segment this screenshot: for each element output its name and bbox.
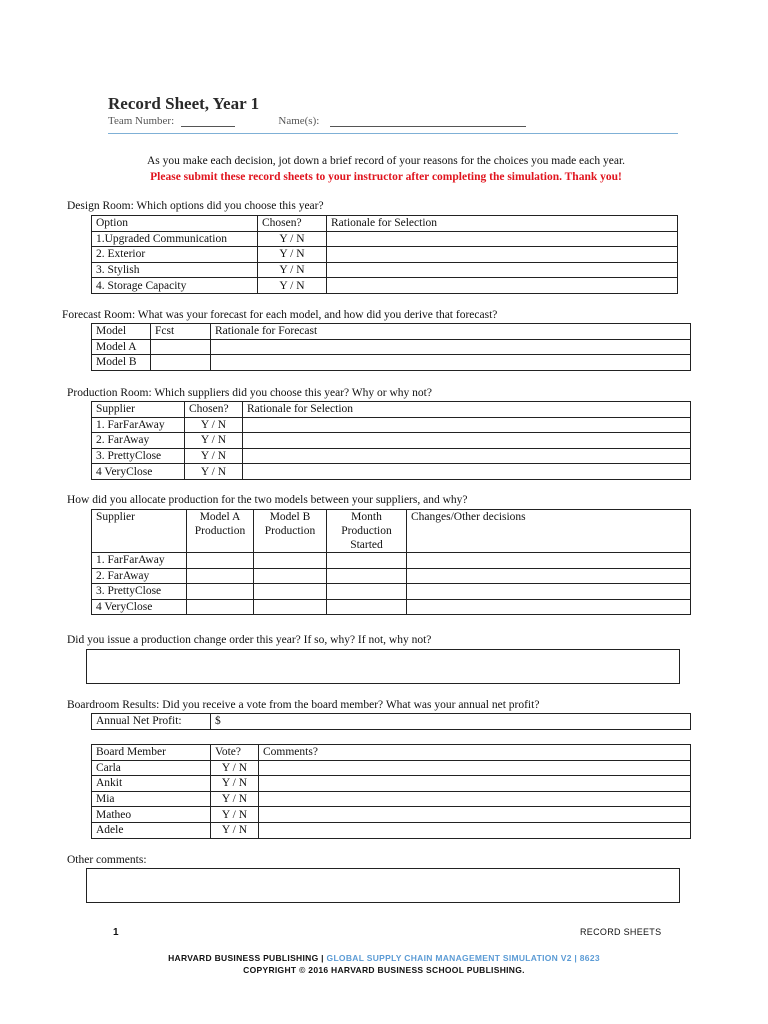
net-profit-table [91, 713, 691, 730]
design-cell: 2. Exterior [92, 247, 258, 263]
design-cell[interactable]: Y / N [258, 231, 327, 247]
allocation-cell[interactable] [254, 584, 327, 600]
production-room-table [91, 401, 691, 480]
allocation-column-header: Changes/Other decisions [407, 510, 691, 553]
production-cell: 4 VeryClose [92, 464, 185, 480]
team-number-label: Team Number: [108, 115, 175, 127]
production-cell[interactable] [243, 417, 691, 433]
table-row [92, 464, 691, 480]
allocation-column-header: Supplier [92, 510, 187, 553]
forecast-column-header: Fcst [151, 324, 211, 340]
net-profit-row [92, 714, 691, 730]
design-cell: 4. Storage Capacity [92, 278, 258, 294]
production-cell[interactable]: Y / N [185, 464, 243, 480]
table-row [92, 448, 691, 464]
submit-notice: Please submit these record sheets to your instructor after completing the simulation. Thank you! [150, 171, 622, 183]
allocation-header-row [92, 510, 691, 553]
publisher-name: HARVARD BUSINESS PUBLISHING [168, 953, 319, 963]
table-row [92, 339, 691, 355]
design-cell[interactable] [327, 231, 678, 247]
table-row [92, 417, 691, 433]
table-row [92, 791, 691, 807]
publisher-line [0, 953, 768, 963]
forecast-room-table [91, 323, 691, 371]
section-name: RECORD SHEETS [580, 927, 662, 937]
allocation-table [91, 509, 691, 615]
allocation-cell: 1. FarFarAway [92, 553, 187, 569]
names-blank[interactable] [330, 115, 526, 127]
table-row [92, 553, 691, 569]
team-line [108, 115, 526, 127]
design-column-header: Option [92, 216, 258, 232]
table-row [92, 776, 691, 792]
allocation-cell[interactable] [327, 568, 407, 584]
board-member-table [91, 744, 691, 839]
publisher-separator: | [318, 953, 327, 963]
design-cell[interactable]: Y / N [258, 262, 327, 278]
table-row [92, 278, 678, 294]
allocation-cell[interactable] [187, 599, 254, 615]
production-header-row [92, 402, 691, 418]
copyright-line: COPYRIGHT © 2016 HARVARD BUSINESS SCHOOL PUBLISHING. [243, 965, 525, 975]
allocation-cell[interactable] [407, 599, 691, 615]
page-title: Record Sheet, Year 1 [108, 94, 260, 113]
production-column-header: Chosen? [185, 402, 243, 418]
production-cell: 3. PrettyClose [92, 448, 185, 464]
allocation-cell[interactable] [327, 599, 407, 615]
table-row [92, 262, 678, 278]
allocation-column-header: Model B Production [254, 510, 327, 553]
table-row [92, 807, 691, 823]
production-cell[interactable] [243, 448, 691, 464]
design-cell: 1.Upgraded Communication [92, 231, 258, 247]
allocation-cell[interactable] [187, 553, 254, 569]
forecast-column-header: Rationale for Forecast [211, 324, 691, 340]
design-cell: 3. Stylish [92, 262, 258, 278]
boardroom-cell[interactable] [259, 807, 691, 823]
forecast-cell: Model A [92, 339, 151, 355]
production-cell[interactable]: Y / N [185, 417, 243, 433]
boardroom-cell[interactable] [259, 760, 691, 776]
boardroom-cell: Ankit [92, 776, 211, 792]
design-cell[interactable] [327, 247, 678, 263]
table-row [92, 822, 691, 838]
table-row [92, 433, 691, 449]
boardroom-column-header: Vote? [211, 745, 259, 761]
allocation-cell[interactable] [407, 568, 691, 584]
allocation-cell[interactable] [407, 584, 691, 600]
table-row [92, 599, 691, 615]
design-header-row [92, 216, 678, 232]
boardroom-column-header: Comments? [259, 745, 691, 761]
allocation-cell[interactable] [327, 553, 407, 569]
boardroom-cell: Adele [92, 822, 211, 838]
boardroom-question: Boardroom Results: Did you receive a vote from the board member? What was your annual net profit? [67, 699, 540, 711]
design-room-table [91, 215, 678, 294]
forecast-room-question: Forecast Room: What was your forecast for each model, and how did you derive that forecast? [62, 309, 498, 321]
boardroom-cell[interactable]: Y / N [211, 822, 259, 838]
allocation-cell: 3. PrettyClose [92, 584, 187, 600]
team-number-blank[interactable] [181, 115, 235, 127]
forecast-cell[interactable] [211, 355, 691, 371]
boardroom-cell[interactable] [259, 822, 691, 838]
boardroom-cell[interactable]: Y / N [211, 791, 259, 807]
table-row [92, 584, 691, 600]
page-number: 1 [113, 927, 119, 938]
product-name: GLOBAL SUPPLY CHAIN MANAGEMENT SIMULATION V2 | 8623 [326, 953, 600, 963]
forecast-header-row [92, 324, 691, 340]
forecast-cell[interactable] [151, 339, 211, 355]
boardroom-cell[interactable] [259, 791, 691, 807]
allocation-cell[interactable] [254, 568, 327, 584]
net-profit-value[interactable]: $ [211, 714, 691, 730]
header-divider [108, 133, 678, 134]
other-comments-box[interactable] [86, 868, 680, 903]
boardroom-cell[interactable]: Y / N [211, 760, 259, 776]
boardroom-cell: Carla [92, 760, 211, 776]
table-row [92, 760, 691, 776]
allocation-column-header: Model A Production [187, 510, 254, 553]
design-cell[interactable] [327, 262, 678, 278]
production-cell[interactable] [243, 433, 691, 449]
intro-text: As you make each decision, jot down a brief record of your reasons for the choices you made each year. [146, 155, 626, 167]
forecast-column-header: Model [92, 324, 151, 340]
allocation-cell[interactable] [187, 584, 254, 600]
names-label: Name(s): [278, 115, 320, 127]
design-cell[interactable] [327, 278, 678, 294]
design-column-header: Chosen? [258, 216, 327, 232]
other-comments-label: Other comments: [67, 854, 147, 866]
allocation-column-header: Month Production Started [327, 510, 407, 553]
allocation-cell: 4 VeryClose [92, 599, 187, 615]
change-order-answer-box[interactable] [86, 649, 680, 684]
table-row [92, 355, 691, 371]
design-column-header: Rationale for Selection [327, 216, 678, 232]
net-profit-label: Annual Net Profit: [92, 714, 211, 730]
production-cell: 2. FarAway [92, 433, 185, 449]
design-cell[interactable]: Y / N [258, 278, 327, 294]
allocation-cell[interactable] [327, 584, 407, 600]
production-room-question: Production Room: Which suppliers did you choose this year? Why or why not? [67, 387, 432, 399]
production-cell[interactable]: Y / N [185, 448, 243, 464]
allocation-question: How did you allocate production for the two models between your suppliers, and why? [67, 494, 468, 506]
table-row [92, 247, 678, 263]
boardroom-cell[interactable]: Y / N [211, 807, 259, 823]
boardroom-cell: Mia [92, 791, 211, 807]
boardroom-cell: Matheo [92, 807, 211, 823]
allocation-cell[interactable] [187, 568, 254, 584]
boardroom-header-row [92, 745, 691, 761]
boardroom-column-header: Board Member [92, 745, 211, 761]
allocation-cell: 2. FarAway [92, 568, 187, 584]
production-cell[interactable]: Y / N [185, 433, 243, 449]
forecast-cell[interactable] [151, 355, 211, 371]
allocation-cell[interactable] [254, 599, 327, 615]
change-order-question: Did you issue a production change order this year? If so, why? If not, why not? [67, 634, 432, 646]
boardroom-cell[interactable]: Y / N [211, 776, 259, 792]
design-cell[interactable]: Y / N [258, 247, 327, 263]
boardroom-cell[interactable] [259, 776, 691, 792]
production-column-header: Supplier [92, 402, 185, 418]
forecast-cell[interactable] [211, 339, 691, 355]
allocation-cell[interactable] [407, 553, 691, 569]
forecast-cell: Model B [92, 355, 151, 371]
allocation-cell[interactable] [254, 553, 327, 569]
production-cell[interactable] [243, 464, 691, 480]
production-cell: 1. FarFarAway [92, 417, 185, 433]
production-column-header: Rationale for Selection [243, 402, 691, 418]
table-row [92, 568, 691, 584]
table-row [92, 231, 678, 247]
design-room-question: Design Room: Which options did you choose this year? [67, 200, 324, 212]
